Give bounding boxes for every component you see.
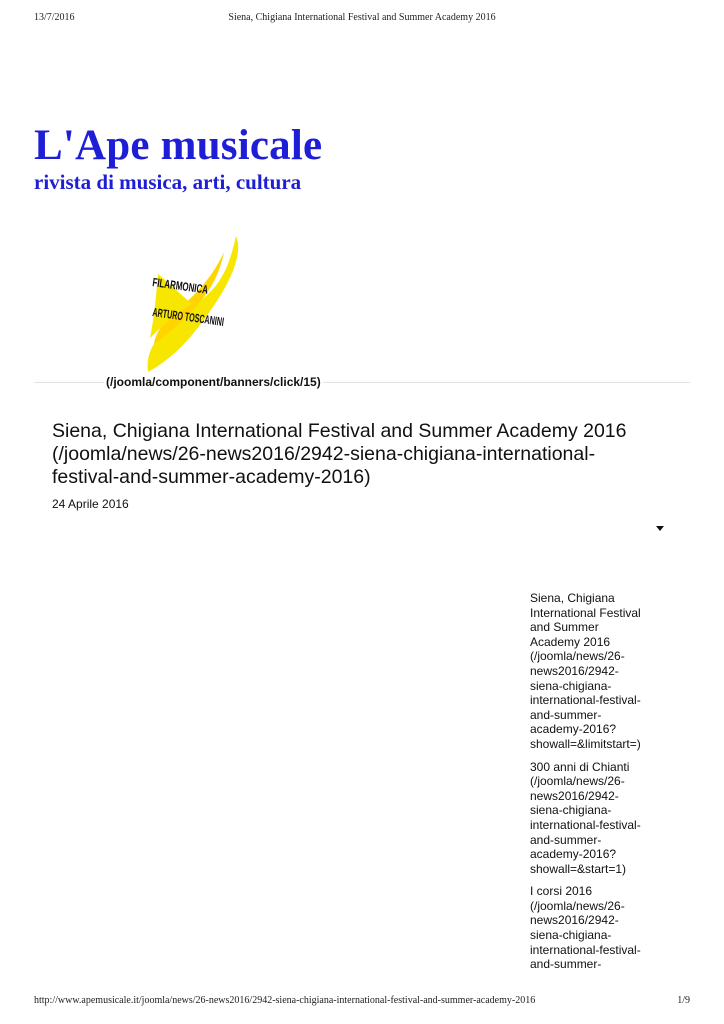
site-subtitle: rivista di musica, arti, cultura: [34, 170, 302, 194]
toc-line: Academy 2016: [530, 634, 611, 649]
print-page-title: Siena, Chigiana International Festival and Summer Academy 2016: [228, 12, 496, 23]
print-page-number: 1/9: [677, 995, 690, 1006]
toc-item[interactable]: [530, 591, 660, 752]
article-date: 24 Aprile 2016: [52, 497, 129, 511]
toc-line: (/joomla/news/26-: [530, 649, 625, 664]
toc-line: and Summer: [530, 620, 599, 635]
toc-line: and-summer-: [530, 832, 602, 847]
toc-item[interactable]: [530, 884, 660, 972]
toc-line: international-festival-: [530, 817, 641, 832]
toc-line: academy-2016?: [530, 847, 617, 862]
toc-line: showall=&start=1): [530, 861, 627, 876]
article-toc: [530, 591, 660, 980]
toc-line: and-summer-: [530, 957, 602, 972]
toc-line: siena-chigiana-: [530, 928, 612, 943]
toc-line: news2016/2942-: [530, 913, 619, 928]
banner-link[interactable]: (/joomla/component/banners/click/15): [106, 375, 321, 389]
toc-line: news2016/2942-: [530, 663, 619, 678]
toc-item[interactable]: [530, 760, 660, 877]
banner-image[interactable]: [108, 234, 288, 374]
toc-line: and-summer-: [530, 707, 602, 722]
masthead[interactable]: [34, 122, 322, 194]
toc-line: International Festival: [530, 605, 641, 620]
banner-line-2: ARTURO TOSCANINI: [151, 305, 273, 336]
article-title-line: festival-and-summer-academy-2016): [52, 466, 371, 488]
article-title-line: (/joomla/news/26-news2016/2942-siena-chigiana-international-: [52, 443, 596, 465]
print-date: 13/7/2016: [34, 12, 75, 23]
toc-line: international-festival-: [530, 693, 641, 708]
toc-line: (/joomla/news/26-: [530, 898, 625, 913]
toc-line: news2016/2942-: [530, 788, 619, 803]
toc-line: Siena, Chigiana: [530, 591, 615, 605]
toc-line: 300 anni di Chianti: [530, 759, 630, 774]
toc-line: siena-chigiana-: [530, 803, 612, 818]
site-title[interactable]: L'Ape musicale: [34, 122, 323, 169]
toc-line: showall=&limitstart=): [530, 736, 641, 751]
toc-line: I corsi 2016: [530, 884, 593, 899]
toc-line: international-festival-: [530, 942, 641, 957]
banner-line-1: FILARMONICA: [151, 275, 237, 301]
toc-line: (/joomla/news/26-: [530, 774, 625, 789]
article-title[interactable]: [52, 420, 672, 489]
toc-line: siena-chigiana-: [530, 678, 612, 693]
toc-line: academy-2016?: [530, 722, 617, 737]
article-title-line: Siena, Chigiana International Festival and Summer Academy 2016: [52, 420, 627, 442]
caret-down-icon[interactable]: [656, 526, 664, 531]
print-url: http://www.apemusicale.it/joomla/news/26-news2016/2942-siena-chigiana-international-festival-and-summer-academy-2016: [34, 995, 536, 1006]
